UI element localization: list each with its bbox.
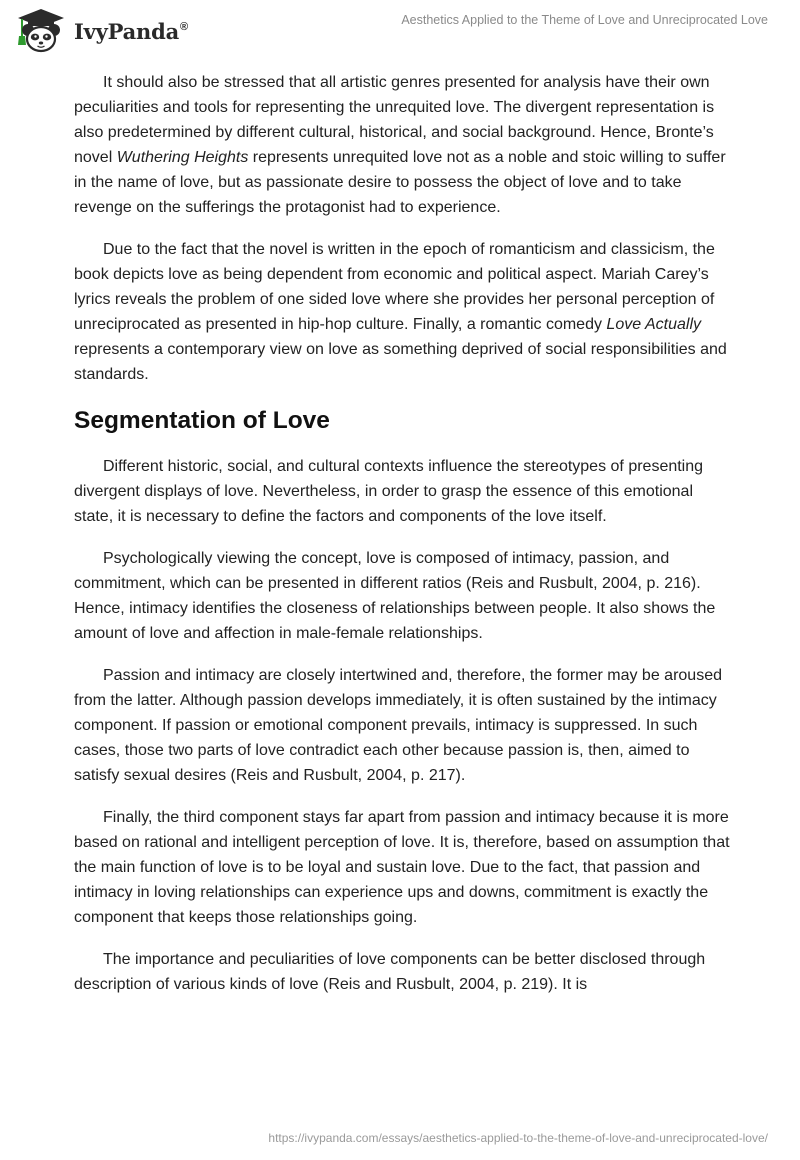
document-title: Aesthetics Applied to the Theme of Love and Unreciprocated Love	[401, 13, 768, 27]
brand-name: IvyPanda®	[74, 18, 188, 44]
title-wuthering-heights: Wuthering Heights	[116, 149, 249, 166]
section-heading: Segmentation of Love	[74, 407, 330, 434]
paragraph-kinds-of-love: The importance and peculiarities of love components can be better disclosed through description of various kinds of love (Reis and Rusbult, 2004, p. 219). It is	[74, 951, 706, 993]
panda-graduate-icon	[14, 8, 68, 54]
source-url[interactable]: https://ivypanda.com/essays/aesthetics-applied-to-the-theme-of-love-and-unreciprocated-love/	[268, 1131, 768, 1145]
paragraph-contexts: Different historic, social, and cultural contexts influence the stereotypes of presenting divergent displays of love. Nevertheless, in order to grasp the essence of this emotional state, it is necessary to define the factors and components of the love itself.	[74, 458, 704, 525]
title-love-actually: Love Actually	[606, 316, 701, 333]
paragraph-genres: It should also be stressed that all artistic genres presented for analysis have their own peculiarities and tools for representing the unrequited love. The divergent representation is also predetermined by different cultural, historical, and social background. Hence, Bronte’s novel Wuthering Heights represents unrequited love not as a noble and stoic willing to suffer in the name of love, but as passionate desire to possess the object of love and to take revenge on the sufferings the protagonist had to experience.	[74, 74, 726, 216]
ivypanda-logo[interactable]	[14, 8, 188, 54]
page-header	[0, 0, 800, 62]
paragraph-components: Psychologically viewing the concept, love is composed of intimacy, passion, and commitment, which can be presented in different ratios (Reis and Rusbult, 2004, p. 216). Hence, intimacy identifies the closeness of relationships between people. It also shows the amount of love and affection in male-female relationships.	[74, 550, 716, 642]
paragraph-passion-intimacy: Passion and intimacy are closely intertwined and, therefore, the former may be aroused from the latter. Although passion develops immediately, it is often sustained by the intimacy component. If passion or emotional component prevails, intimacy is suppressed. In such cases, those two parts of love contradict each other because passion is, then, aimed to satisfy sexual desires (Reis and Rusbult, 2004, p. 217).	[74, 667, 722, 784]
essay-body	[74, 70, 734, 1014]
registered-mark: ®	[180, 20, 188, 33]
paragraph-commitment: Finally, the third component stays far apart from passion and intimacy because it is more based on rational and intelligent perception of love. It is, therefore, based on assumption that the main function of love is to be loyal and sustain love. Due to the fact, that passion and intimacy in loving relationships can experience ups and downs, commitment is exactly the component that keeps those relationships going.	[74, 809, 730, 926]
paragraph-novel-epoch: Due to the fact that the novel is written in the epoch of romanticism and classicism, the book depicts love as being dependent from economic and political aspect. Mariah Carey’s lyrics reveals the problem of one sided love where she provides her personal perception of unreciprocated as presented in hip-hop culture. Finally, a romantic comedy Love Actually represents a contemporary view on love as something deprived of social responsibilities and standards.	[74, 241, 727, 383]
